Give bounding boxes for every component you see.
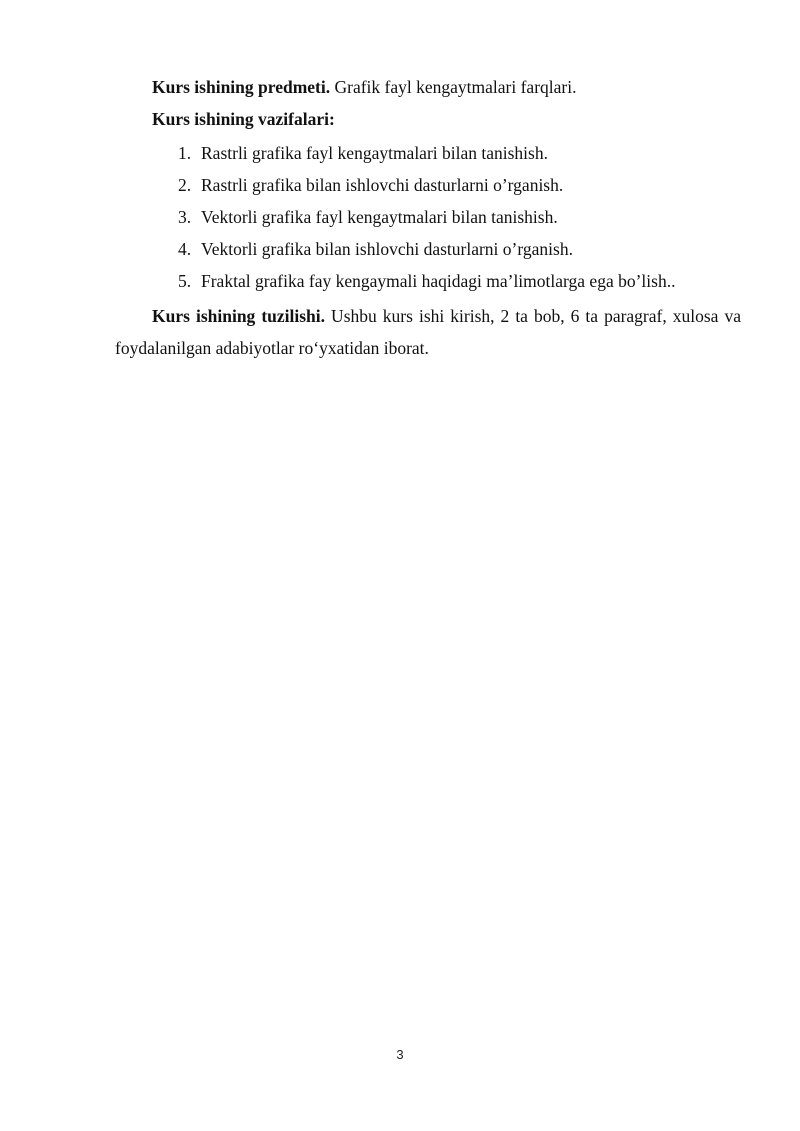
tasks-heading: Kurs ishining vazifalari:: [152, 109, 335, 129]
subject-paragraph: [115, 71, 741, 103]
structure-label: Kurs ishining tuzilishi.: [152, 306, 326, 326]
list-item-number: 1.: [178, 143, 192, 163]
list-item: [178, 137, 758, 169]
tasks-list: [178, 137, 758, 297]
list-item-number: 4.: [178, 239, 192, 259]
page-number: 3: [396, 1047, 404, 1062]
subject-text: Grafik fayl kengaytmalari farqlari.: [330, 77, 577, 97]
list-item-number: 2.: [178, 175, 192, 195]
list-item: [178, 169, 758, 201]
structure-paragraph: [115, 300, 741, 364]
list-item-text: Fraktal grafika fay kengaymali haqidagi ma’limotlarga ega bo’lish..: [201, 271, 676, 291]
list-item-text: Rastrli grafika fayl kengaytmalari bilan tanishish.: [201, 143, 548, 163]
list-item: [178, 233, 758, 265]
list-item: [178, 201, 758, 233]
list-item: [178, 265, 758, 297]
list-item-text: Vektorli grafika bilan ishlovchi dasturlarni o’rganish.: [201, 239, 573, 259]
subject-label: Kurs ishining predmeti.: [152, 77, 331, 97]
structure-text: Ushbu kurs ishi kirish, 2 ta bob, 6 ta paragraf, xulosa va foydalanilgan adabiyotlar ro‘yxatidan iborat.: [115, 306, 742, 358]
list-item-number: 5.: [178, 271, 192, 291]
list-item-text: Rastrli grafika bilan ishlovchi dasturlarni o’rganish.: [201, 175, 564, 195]
list-item-number: 3.: [178, 207, 192, 227]
list-item-text: Vektorli grafika fayl kengaytmalari bilan tanishish.: [201, 207, 558, 227]
